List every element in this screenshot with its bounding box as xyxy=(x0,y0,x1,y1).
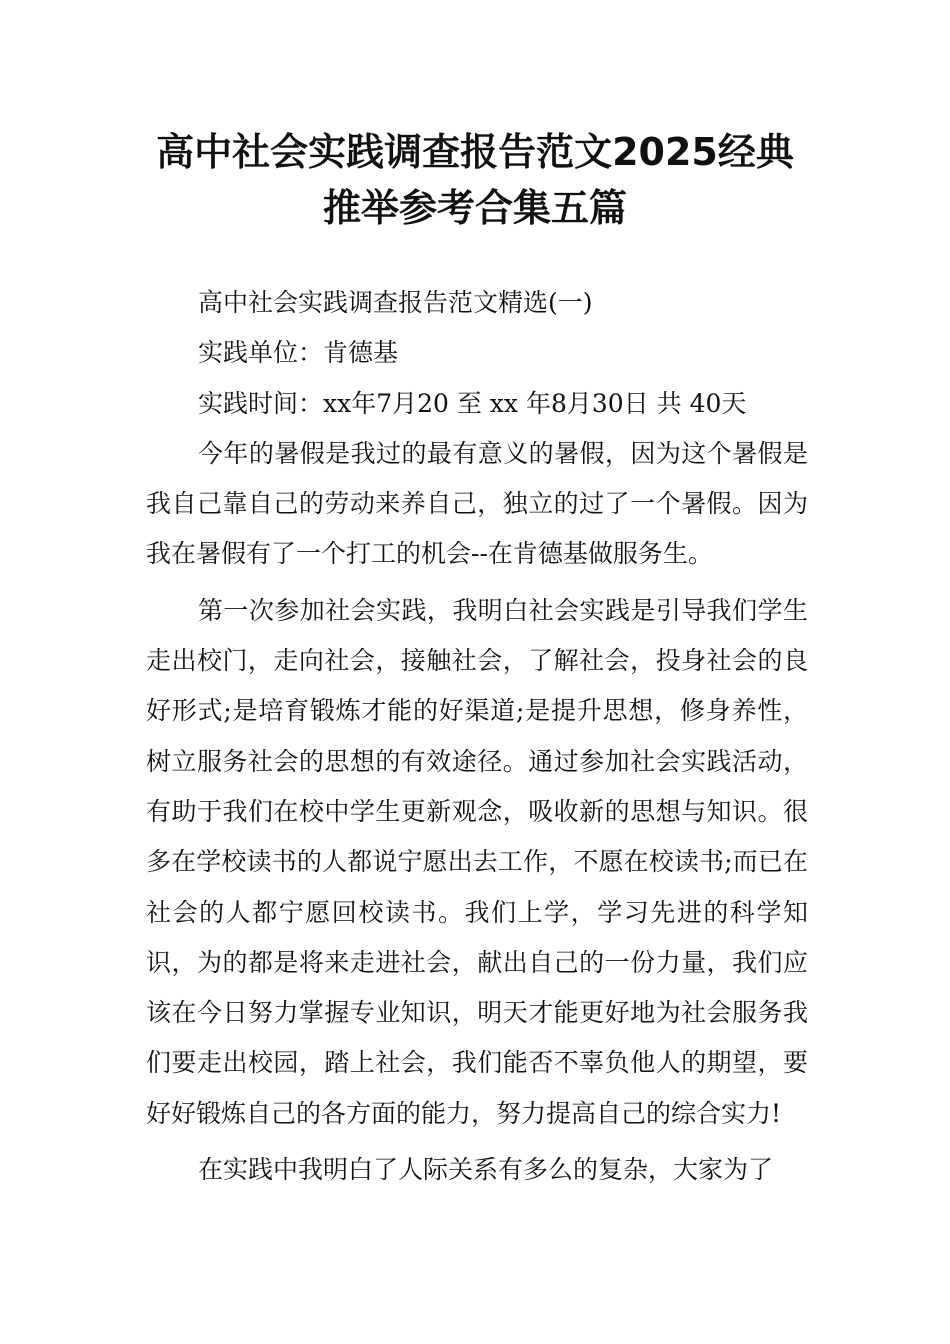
paragraph-intro: 今年的暑假是我过的最有意义的暑假，因为这个暑假是我自己靠自己的劳动来养自己，独立的过了一个暑假。因为我在暑假有了一个打工的机会--在肯德基做服务生。 xyxy=(146,438,808,569)
document-title xyxy=(80,124,870,236)
document-body xyxy=(146,278,808,1195)
practice-time: 实践时间：xx年7月20 至 xx 年8月30日 共 40天 xyxy=(198,388,747,418)
practice-unit: 实践单位：肯德基 xyxy=(198,338,399,368)
section-heading: 高中社会实践调查报告范文精选(一) xyxy=(198,288,593,317)
paragraph-first-practice: 第一次参加社会实践，我明白社会实践是引导我们学生走出校门，走向社会，接触社会，了解社会，投身社会的良好形式;是培育锻炼才能的好渠道;是提升思想，修身养性，树立服务社会的思想的有效途径。通过参加社会实践活动，有助于我们在校中学生更新观念，吸收新的思想与知识。很多在学校读书的人都说宁愿出去工作，不愿在校读书;而已在社会的人都宁愿回校读书。我们上学，学习先进的科学知识，为的都是将来走进社会，献出自己的一份力量，我们应该在今日努力掌握专业知识，明天才能更好地为社会服务我们要走出校园，踏上社会，我们能否不辜负他人的期望，要好好锻炼自己的各方面的能力，努力提高自己的综合实力! xyxy=(146,595,808,1128)
title-line-1: 高中社会实践调查报告范文2025经典 xyxy=(156,130,794,174)
title-line-2: 推举参考合集五篇 xyxy=(322,186,627,230)
paragraph-relations: 在实践中我明白了人际关系有多么的复杂，大家为了 xyxy=(198,1155,774,1185)
